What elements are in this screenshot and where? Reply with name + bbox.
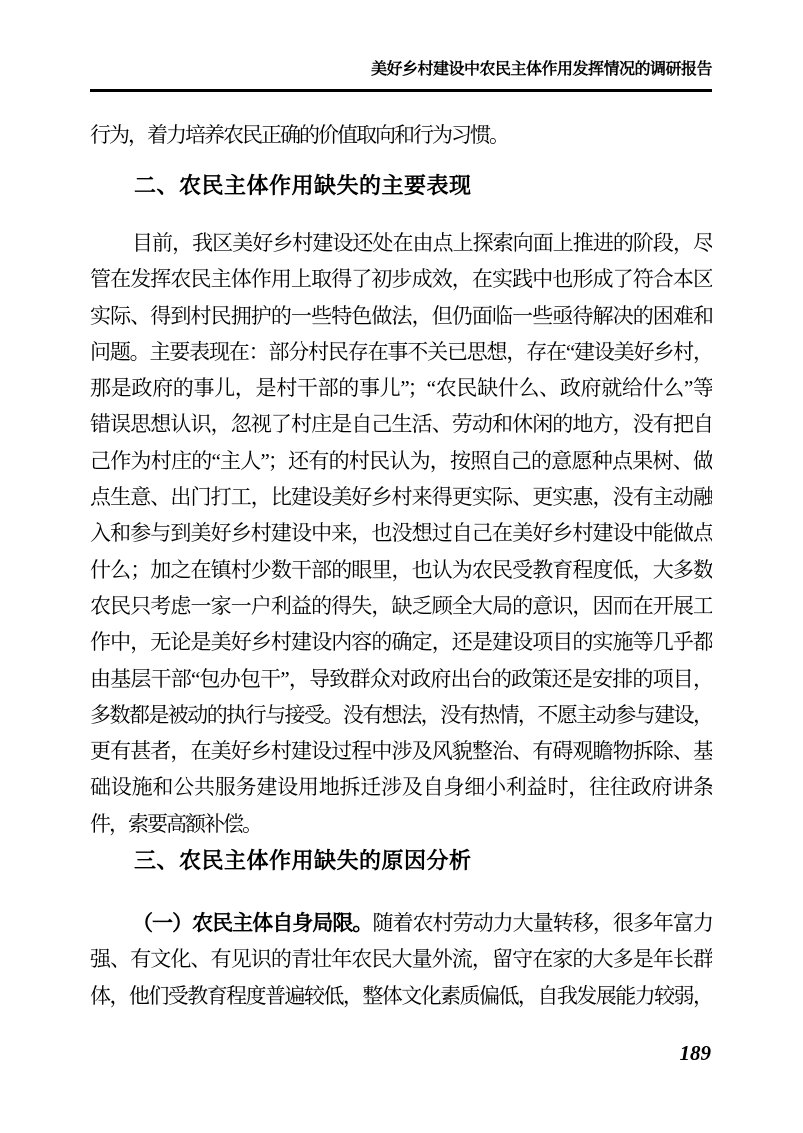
paragraph-main-expressions: [90, 225, 712, 842]
paragraph-continued: [90, 117, 712, 153]
running-header-title: 美好乡村建设中农民主体作用发挥情况的调研报告: [370, 61, 712, 78]
subsection-lead-bold: （一）农民主体自身局限。: [132, 912, 373, 935]
text-line: 问题。主要表现在：部分村民存在事不关已思想，存在“建设美好乡村，: [90, 339, 712, 364]
text-line: 强、有文化、有见识的青壮年农民大量外流，留守在家的大多是年长群: [90, 947, 712, 972]
text-line: 农民只考虑一家一户利益的得失，缺乏顾全大局的意识，因而在开展工: [90, 593, 712, 618]
text-line: 件，索要高额补偿。: [90, 811, 261, 836]
text-line: 管在发挥农民主体作用上取得了初步成效，在实践中也形成了符合本区: [90, 267, 712, 292]
text-line: 实际、得到村民拥护的一些特色做法，但仍面临一些亟待解决的困难和: [90, 303, 712, 328]
section-heading-two: 二、农民主体作用缺失的主要表现: [134, 173, 472, 198]
text-span: 随着农村劳动力大量转移，很多年富力: [372, 911, 712, 935]
text-line: 更有甚者，在美好乡村建设过程中涉及风貌整治、有碍观瞻物拆除、基: [90, 739, 712, 764]
text-line: 体，他们受教育程度普遍较低，整体文化素质偏低，自我发展能力较弱，: [90, 983, 712, 1008]
text-line: 己作为村庄的“主人”；还有的村民认为，按照自己的意愿种点果树、做: [90, 448, 712, 473]
text-line: 由基层干部“包办包干”，导致群众对政府出台的政策还是安排的项目，: [90, 666, 712, 691]
page-number: 189: [679, 1041, 711, 1065]
text-line: 作中，无论是美好乡村建设内容的确定，还是建设项目的实施等几乎都: [90, 630, 712, 655]
text-line: 行为，着力培养农民正确的价值取向和行为习惯。: [90, 123, 508, 147]
paragraph-reason-analysis: [90, 905, 712, 1014]
text-line: [90, 905, 712, 941]
text-line: 目前，我区美好乡村建设还处在由点上探索向面上推进的阶段，尽: [132, 231, 712, 255]
text-line: 错误思想认识，忽视了村庄是自己生活、劳动和休闲的地方，没有把自: [90, 412, 712, 437]
text-line: 什么；加之在镇村少数干部的眼里，也认为农民受教育程度低，大多数: [90, 557, 712, 582]
text-line: 入和参与到美好乡村建设中来，也没想过自己在美好乡村建设中能做点: [90, 521, 712, 546]
section-heading-three: 三、农民主体作用缺失的原因分析: [134, 848, 472, 873]
text-line: 点生意、出门打工，比建设美好乡村来得更实际、更实惠，没有主动融: [90, 485, 712, 510]
text-line: 那是政府的事儿，是村干部的事儿”；“农民缺什么、政府就给什么”等: [90, 376, 712, 401]
page-header: [90, 58, 712, 92]
paragraph-rest-lines: [90, 941, 712, 1014]
header-divider: [90, 89, 712, 92]
text-line: 多数都是被动的执行与接受。没有想法，没有热情，不愿主动参与建设，: [90, 702, 712, 727]
text-line: 础设施和公共服务建设用地拆迁涉及自身细小利益时，往往政府讲条: [90, 775, 712, 800]
